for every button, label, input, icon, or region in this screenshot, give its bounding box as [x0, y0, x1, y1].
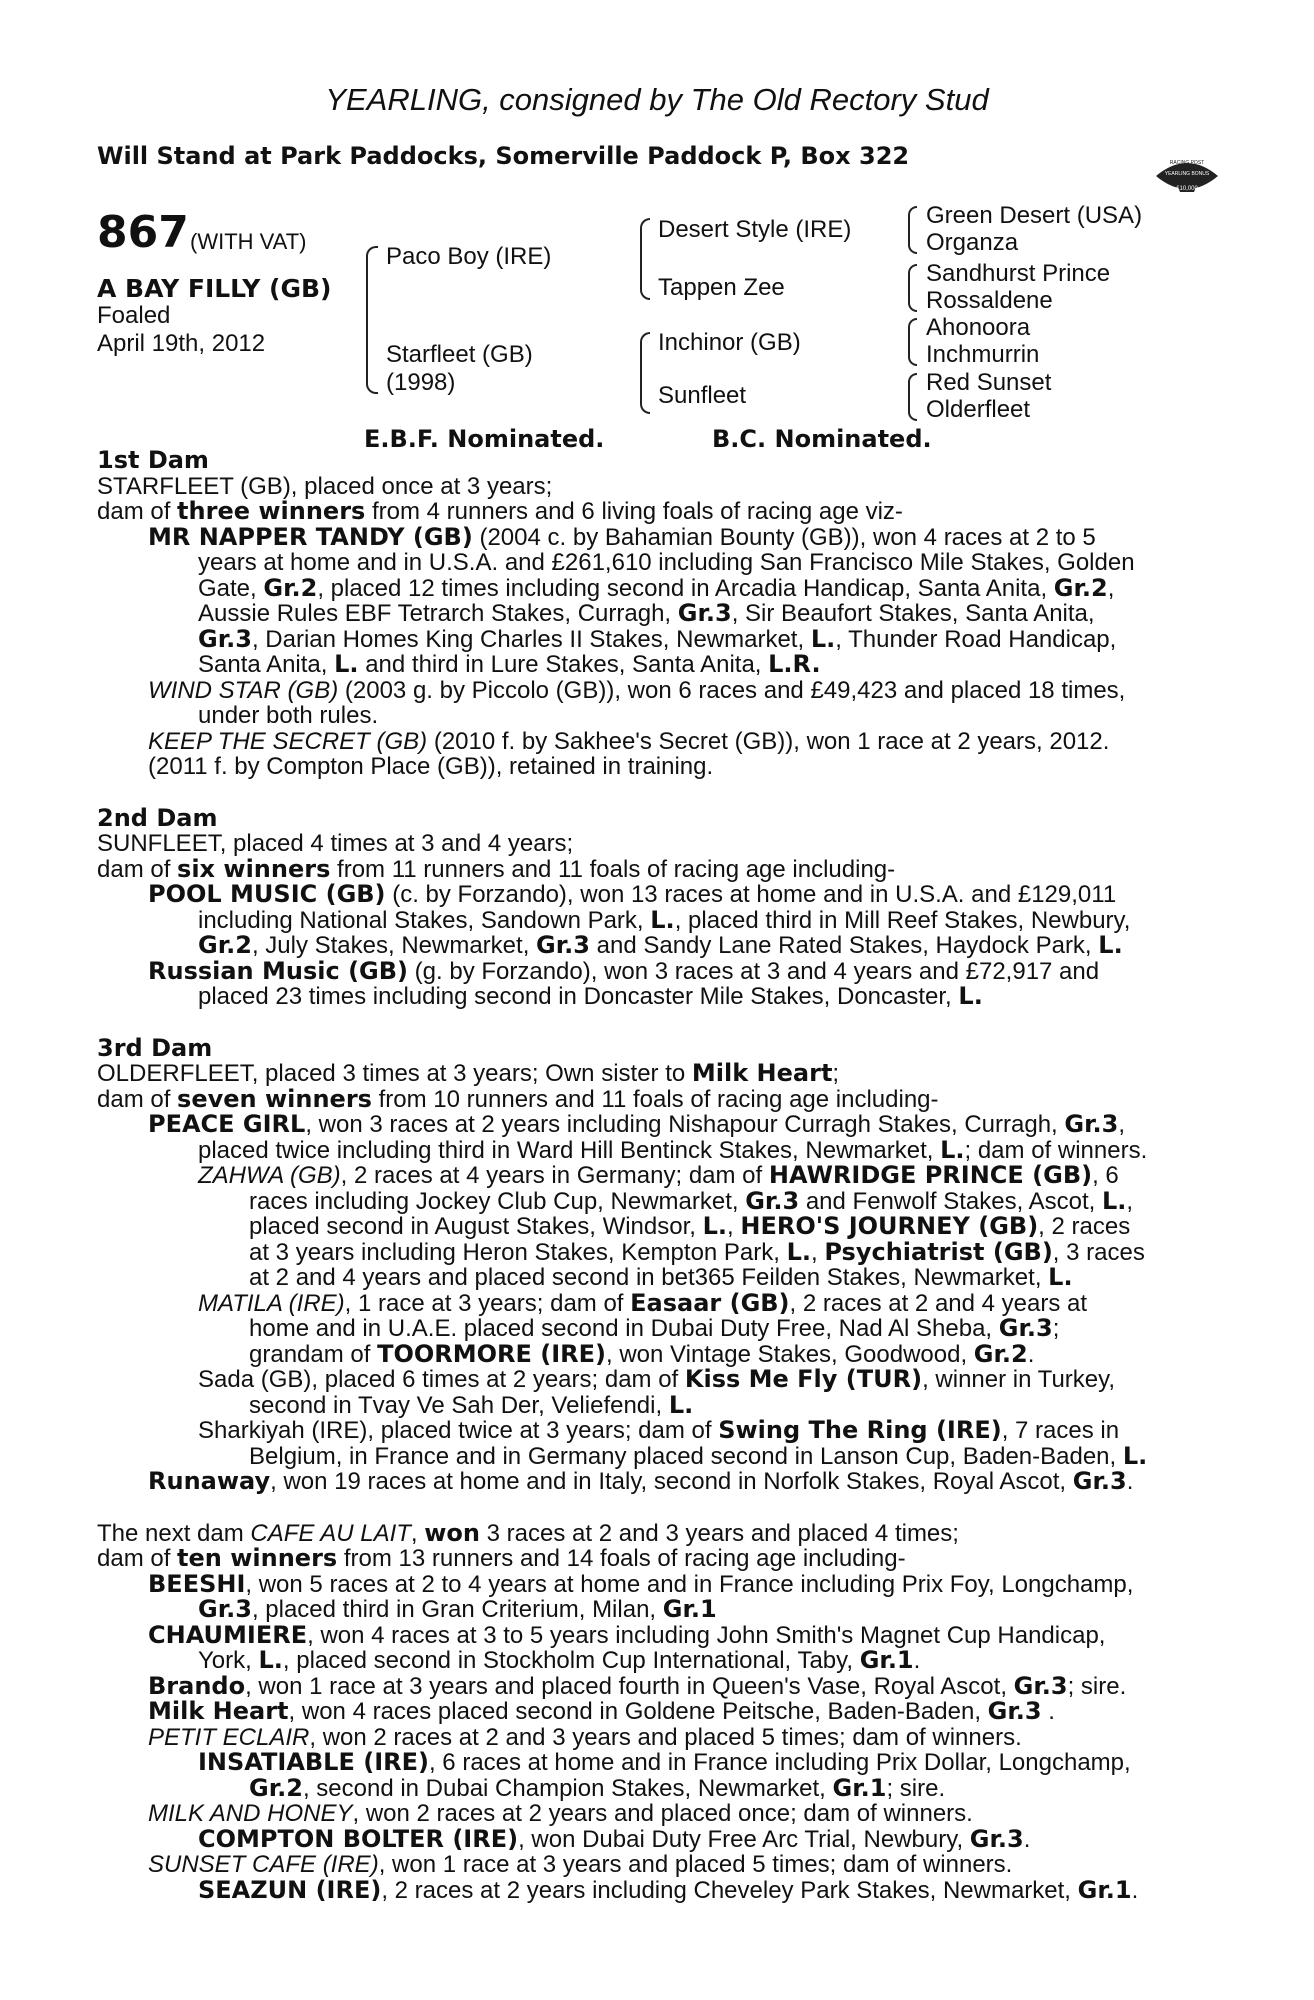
line-text: HAWRIDGE PRINCE (GB) [768, 1161, 1093, 1189]
catalogue-line [97, 1265, 1247, 1291]
catalogue-line [97, 652, 1247, 678]
page-title: YEARLING, consigned by The Old Rectory Stud [325, 82, 989, 117]
line-text: , 3 races [1052, 1238, 1145, 1266]
catalogue-line [97, 1699, 1247, 1725]
line-text: PETIT ECLAIR [148, 1723, 310, 1751]
line-text: dam of [97, 855, 178, 883]
catalogue-line [97, 1084, 1247, 1113]
line-text: Gr.3 [745, 1186, 800, 1215]
catalogue-line [97, 448, 1247, 474]
line-text: , won Vintage Stakes, Goodwood, [606, 1340, 974, 1368]
line-text: York, [198, 1647, 259, 1674]
pedigree-g2: Organza [926, 229, 1019, 256]
line-text: placed twice including third in Ward Hill Bentinck Stakes, Newmarket, [198, 1136, 941, 1164]
catalogue-line [97, 1390, 1247, 1419]
lot-description: A BAY FILLY (GB) [97, 274, 332, 303]
catalogue-line [97, 1367, 1247, 1393]
catalogue-line [97, 1750, 1247, 1776]
line-text: Gr.1 [832, 1773, 887, 1802]
line-text: Sada (GB), placed 6 times at 2 years; dam of [198, 1366, 685, 1393]
line-text: dam of [97, 1085, 178, 1113]
line-text: Gr.2 [1053, 573, 1108, 602]
line-text: ; sire. [1067, 1672, 1127, 1700]
line-text: , won 1 race at 3 years and placed 5 times; dam of winners. [378, 1851, 1013, 1878]
lot-number: 867 [97, 207, 189, 258]
line-text: SUNSET CAFE (IRE) [148, 1851, 379, 1878]
line-text: , [1107, 574, 1115, 602]
catalogue-line [97, 550, 1247, 576]
line-text: seven winners [177, 1084, 372, 1113]
line-text: ; sire. [886, 1774, 946, 1802]
line-text: L. [810, 624, 836, 653]
catalogue-line [97, 1569, 1247, 1598]
section-heading: 1st Dam [97, 446, 209, 474]
badge-mid-text: YEARLING BONUS [1164, 171, 1210, 177]
section-heading: 2nd Dam [97, 803, 218, 832]
catalogue-line [97, 1852, 1247, 1878]
pedigree-g5: Ahonoora [926, 314, 1031, 341]
line-text: races including Jockey Club Cup, Newmarket, [249, 1187, 746, 1215]
pedigree-bracket-dam [640, 332, 650, 414]
section-heading: 3rd Dam [97, 1033, 213, 1062]
catalogue-line [97, 1441, 1247, 1470]
line-text: ; dam of winners. [964, 1136, 1148, 1164]
catalogue-line [97, 1875, 1247, 1904]
pedigree-dam: Starfleet (GB) [386, 341, 533, 368]
line-text: , placed third in Mill Reef Stakes, Newbury, [674, 906, 1131, 934]
line-text: (g. by Forzando), won 3 races at 3 and 4 years and £72,917 and [408, 957, 1100, 985]
catalogue-line [97, 803, 1247, 832]
line-text: , [1118, 1111, 1125, 1138]
line-text: dam of [97, 498, 178, 525]
catalogue-line [97, 499, 1247, 525]
pedigree-bracket-sire [640, 218, 650, 300]
line-text: L. [1101, 1186, 1127, 1215]
catalogue-line [97, 601, 1247, 627]
line-text: COMPTON BOLTER (IRE) [198, 1824, 519, 1853]
line-text: SUNFLEET, placed 4 times at 3 and 4 years; [97, 830, 574, 857]
line-text: Gr.3 [998, 1314, 1053, 1342]
catalogue-line [97, 1725, 1247, 1751]
line-text: , [410, 1519, 425, 1547]
line-text: . [1131, 1876, 1139, 1904]
badge-top-text: RACING POST [1169, 160, 1205, 166]
catalogue-line [97, 1135, 1247, 1164]
pedigree-bracket-parents [366, 246, 378, 394]
line-text: , [811, 1238, 825, 1266]
line-text: Gate, [198, 574, 264, 602]
line-text: CHAUMIERE [148, 1620, 308, 1649]
pedigree-g8: Olderfleet [926, 396, 1031, 423]
pedigree-g4: Rossaldene [926, 287, 1053, 314]
catalogue-line [97, 1546, 1247, 1572]
line-text: Aussie Rules EBF Tetrarch Stakes, Curragh, [198, 600, 678, 627]
line-text: Russian Music (GB) [148, 956, 408, 985]
line-text: Gr.2 [973, 1339, 1028, 1368]
line-text: , second in Dubai Champion Stakes, Newmarket, [302, 1774, 833, 1802]
line-text: , 2 races at 2 years including Cheveley Park Stakes, Newmarket, [381, 1876, 1078, 1904]
line-text: placed second in August Stakes, Windsor, [249, 1213, 703, 1240]
line-text: INSATIABLE (IRE) [198, 1748, 429, 1776]
catalogue-line [97, 1620, 1247, 1649]
line-text: Gr.3 [1064, 1110, 1119, 1138]
pedigree-sire-dam: Tappen Zee [658, 274, 785, 301]
line-text: . [1126, 1468, 1134, 1495]
line-text: CAFE AU LAIT [250, 1519, 411, 1547]
pedigree-dam-year: (1998) [386, 369, 456, 396]
line-text: Gr.3 [1072, 1467, 1127, 1495]
line-text: and Sandy Lane Rated Stakes, Haydock Park, [589, 932, 1099, 959]
line-text: , won Dubai Duty Free Arc Trial, Newbury, [518, 1825, 970, 1853]
line-text: HERO'S JOURNEY (GB) [740, 1212, 1039, 1240]
line-text: , won 2 races at 2 and 3 years and placed 5 times; dam of winners. [309, 1723, 1022, 1751]
line-text: MATILA (IRE) [198, 1289, 345, 1317]
line-text: 3 races at 2 and 3 years and placed 4 times; [480, 1519, 959, 1547]
pedigree-g6: Inchmurrin [926, 341, 1040, 368]
line-text: L. [668, 1390, 694, 1419]
line-text: L. [702, 1212, 728, 1240]
line-text: , won 19 races at home and in Italy, second in Norfolk Stakes, Royal Ascot, [270, 1468, 1073, 1495]
line-text: , 6 races at home and in France including Prix Dollar, Longchamp, [428, 1749, 1131, 1776]
line-text: L.R. [768, 650, 821, 678]
line-text: including National Stakes, Sandown Park, [198, 906, 651, 934]
catalogue-line [97, 831, 1247, 857]
line-text: , won 3 races at 2 years including Nishapour Curragh Stakes, Curragh, [305, 1111, 1065, 1138]
line-text: years at home and in U.S.A. and £261,610 including San Francisco Mile Stakes, Golden [198, 549, 1135, 576]
catalogue-line [97, 1518, 1247, 1547]
line-text: , 2 races [1038, 1213, 1131, 1240]
line-text: and Fenwolf Stakes, Ascot, [799, 1187, 1102, 1215]
section-spacer [97, 1495, 1247, 1521]
pedigree-bracket-g4 [908, 373, 917, 421]
section-spacer [97, 1010, 1247, 1036]
pedigree-g3: Sandhurst Prince [926, 260, 1111, 287]
catalogue-line [97, 522, 1247, 551]
line-text: , July Stakes, Newmarket, [251, 932, 537, 959]
line-text: from 4 runners and 6 living foals of racing age viz- [365, 498, 903, 525]
line-text: won [424, 1518, 480, 1547]
line-text: , Thunder Road Handicap, [835, 625, 1117, 653]
line-text: L. [650, 905, 675, 934]
catalogue-line [97, 703, 1247, 729]
line-text: ten winners [177, 1544, 338, 1572]
line-text: . [1041, 1698, 1055, 1725]
badge-amount-text: £10,000 [1176, 186, 1198, 192]
catalogue-line [97, 729, 1247, 755]
pedigree-g1: Green Desert (USA) [926, 202, 1143, 229]
line-text: at 2 and 4 years and placed second in bet365 Feilden Stakes, Newmarket, [249, 1264, 1049, 1291]
line-text: ; [832, 1060, 840, 1087]
line-text: six winners [177, 854, 331, 883]
line-text: MR NAPPER TANDY (GB) [148, 522, 473, 551]
catalogue-line [97, 1186, 1247, 1215]
line-text: Gr.3 [198, 624, 252, 653]
line-text: WIND STAR (GB) [148, 676, 339, 704]
line-text: ZAHWA (GB) [198, 1162, 341, 1189]
catalogue-line [97, 905, 1247, 934]
catalogue-line [97, 956, 1247, 985]
catalogue-line [97, 1418, 1247, 1444]
catalogue-line [97, 984, 1247, 1010]
line-text: TOORMORE (IRE) [377, 1339, 606, 1368]
catalogue-line [97, 1112, 1247, 1138]
line-text: L. [940, 1135, 965, 1164]
line-text: . [1023, 1825, 1031, 1853]
line-text: from 13 runners and 14 foals of racing age including- [337, 1545, 906, 1572]
line-text: Gr.3 [198, 1595, 252, 1623]
line-text: at 3 years including Heron Stakes, Kempton Park, [249, 1238, 787, 1266]
catalogue-line [97, 1469, 1247, 1495]
line-text: . [913, 1647, 921, 1674]
line-text: and third in Lure Stakes, Santa Anita, [358, 651, 769, 678]
catalogue-line [97, 573, 1247, 602]
line-text: Gr.2 [263, 573, 318, 602]
line-text: Swing The Ring (IRE) [718, 1416, 1002, 1444]
catalogue-line [97, 882, 1247, 908]
line-text: Sharkiyah (IRE), placed twice at 3 years; dam of [198, 1417, 719, 1444]
line-text: Runaway [148, 1467, 271, 1495]
catalogue-line [97, 1648, 1247, 1674]
line-text: (c. by Forzando), won 13 races at home and in U.S.A. and £129,011 [385, 881, 1117, 908]
line-text: L. [334, 650, 359, 678]
catalogue-line [97, 1801, 1247, 1827]
line-text: , won 4 races at 3 to 5 years including John Smith's Magnet Cup Handicap, [307, 1621, 1106, 1649]
catalogue-line [97, 754, 1247, 780]
catalogue-line [97, 1061, 1247, 1087]
line-text: Gr.1 [859, 1646, 914, 1674]
line-text: PEACE GIRL [148, 1110, 306, 1138]
foaled-label: Foaled [97, 302, 171, 329]
line-text: KEEP THE SECRET (GB) [148, 727, 428, 755]
catalogue-line [97, 933, 1247, 959]
line-text: home and in U.A.E. placed second in Dubai Duty Free, Nad Al Sheba, [249, 1315, 999, 1342]
line-text: grandam of [249, 1340, 378, 1368]
pedigree-g7: Red Sunset [926, 369, 1052, 396]
catalogue-line [97, 1214, 1247, 1240]
line-text: Milk Heart [148, 1697, 289, 1725]
line-text: . [1027, 1340, 1035, 1368]
foaled-date: April 19th, 2012 [97, 330, 266, 357]
line-text: Gr.2 [198, 931, 252, 959]
line-text: , 1 race at 3 years; dam of [344, 1289, 631, 1317]
line-text: Gr.2 [249, 1773, 303, 1802]
yearling-bonus-badge [1148, 152, 1226, 202]
line-text: , [727, 1213, 741, 1240]
pedigree-bracket-g3 [908, 318, 917, 366]
line-text: , 2 races at 4 years in Germany; dam of [340, 1162, 769, 1189]
line-text: , 7 races in [1001, 1417, 1120, 1444]
line-text: Gr.3 [969, 1824, 1024, 1853]
catalogue-line [97, 854, 1247, 883]
catalogue-line [97, 678, 1247, 704]
line-text: under both rules. [198, 702, 379, 729]
line-text: Gr.1 [662, 1595, 717, 1623]
line-text: , won 1 race at 3 years and placed fourth in Queen's Vase, Royal Ascot, [245, 1672, 1014, 1700]
catalogue-line [97, 1316, 1247, 1342]
line-text: Belgium, in France and in Germany placed second in Lanson Cup, Baden-Baden, [249, 1442, 1123, 1470]
catalogue-line [97, 474, 1247, 500]
line-text: (2011 f. by Compton Place (GB)), retained in training. [148, 753, 714, 780]
line-text: placed 23 times including second in Doncaster Mile Stakes, Doncaster, [198, 983, 959, 1010]
line-text: , won 5 races at 2 to 4 years at home and in France including Prix Foy, Longchamp, [245, 1570, 1134, 1598]
line-text: (2010 f. by Sakhee's Secret (GB)), won 1 race at 2 years, 2012. [427, 727, 1110, 755]
line-text: L. [958, 982, 983, 1010]
line-text: Gr.3 [1013, 1671, 1068, 1700]
line-text: dam of [97, 1545, 178, 1572]
pedigree-sire-sire: Desert Style (IRE) [658, 216, 852, 243]
catalogue-line [97, 1237, 1247, 1266]
line-text: The next dam [97, 1519, 251, 1547]
line-text: (2004 c. by Bahamian Bounty (GB)), won 4 races at 2 to 5 [472, 523, 1096, 551]
line-text: (2003 g. by Piccolo (GB)), won 6 races and £49,423 and placed 18 times, [338, 676, 1126, 704]
line-text: OLDERFLEET, placed 3 times at 3 years; Own sister to [97, 1060, 692, 1087]
line-text: L. [1098, 931, 1123, 959]
line-text: , 2 races at 2 and 4 years at [789, 1289, 1088, 1317]
line-text: second in Tvay Ve Sah Der, Veliefendi, [249, 1391, 669, 1419]
stand-location: Will Stand at Park Paddocks, Somerville Paddock P, Box 322 [97, 142, 910, 170]
line-text: L. [786, 1237, 812, 1266]
line-text: Gr.1 [1077, 1875, 1132, 1904]
catalogue-line [97, 1288, 1247, 1317]
pedigree-bracket-g1 [908, 206, 917, 254]
section-spacer [97, 780, 1247, 806]
pedigree-dam-sire: Inchinor (GB) [658, 329, 801, 356]
line-text: STARFLEET (GB), placed once at 3 years; [97, 472, 553, 500]
pedigree-dam-dam: Sunfleet [658, 382, 747, 409]
line-text: Brando [148, 1671, 246, 1700]
catalogue-line [97, 624, 1247, 653]
line-text: , winner in Turkey, [922, 1366, 1116, 1393]
line-text: Psychiatrist (GB) [824, 1237, 1053, 1266]
catalogue-body [97, 448, 1247, 1903]
line-text: , placed 12 times including second in Arcadia Handicap, Santa Anita, [317, 574, 1054, 602]
line-text: Milk Heart [691, 1059, 833, 1087]
line-text: from 11 runners and 11 foals of racing age including- [330, 855, 896, 883]
line-text: L. [258, 1646, 283, 1674]
line-text: BEESHI [148, 1569, 246, 1598]
catalogue-line [97, 1339, 1247, 1368]
catalogue-line [97, 1671, 1247, 1700]
line-text: L. [1048, 1263, 1073, 1291]
line-text: Gr.3 [536, 931, 590, 959]
line-text: from 10 runners and 11 foals of racing age including- [371, 1085, 939, 1113]
line-text: , placed third in Gran Criterium, Milan, [251, 1596, 663, 1623]
bc-nominated: B.C. Nominated. [712, 425, 932, 453]
line-text: MILK AND HONEY [148, 1800, 353, 1827]
lot-vat: (WITH VAT) [190, 229, 307, 254]
pedigree-sire: Paco Boy (IRE) [386, 243, 552, 270]
catalogue-line [97, 1773, 1247, 1802]
line-text: Gr.3 [987, 1697, 1042, 1725]
line-text: SEAZUN (IRE) [198, 1875, 382, 1904]
catalogue-line [97, 1033, 1247, 1062]
line-text: , Sir Beaufort Stakes, Santa Anita, [731, 600, 1095, 627]
line-text: , placed second in Stockholm Cup International, Taby, [282, 1647, 860, 1674]
line-text: , 6 [1092, 1162, 1119, 1189]
pedigree-bracket-g2 [908, 264, 917, 312]
line-text: POOL MUSIC (GB) [148, 880, 386, 908]
line-text: ; [1052, 1315, 1060, 1342]
line-text: three winners [177, 497, 366, 525]
line-text: L. [1122, 1441, 1148, 1470]
line-text: , [1126, 1187, 1134, 1215]
catalogue-line [97, 1163, 1247, 1189]
ebf-nominated: E.B.F. Nominated. [364, 425, 605, 453]
line-text: , won 4 races placed second in Goldene Peitsche, Baden-Baden, [288, 1698, 988, 1725]
line-text: Santa Anita, [198, 651, 335, 678]
line-text: , won 2 races at 2 years and placed once; dam of winners. [352, 1800, 973, 1827]
line-text: Easaar (GB) [630, 1288, 790, 1317]
line-text: Gr.3 [677, 599, 732, 627]
line-text: , Darian Homes King Charles II Stakes, Newmarket, [251, 625, 811, 653]
line-text: Kiss Me Fly (TUR) [684, 1365, 923, 1393]
catalogue-line [97, 1597, 1247, 1623]
catalogue-line [97, 1824, 1247, 1853]
